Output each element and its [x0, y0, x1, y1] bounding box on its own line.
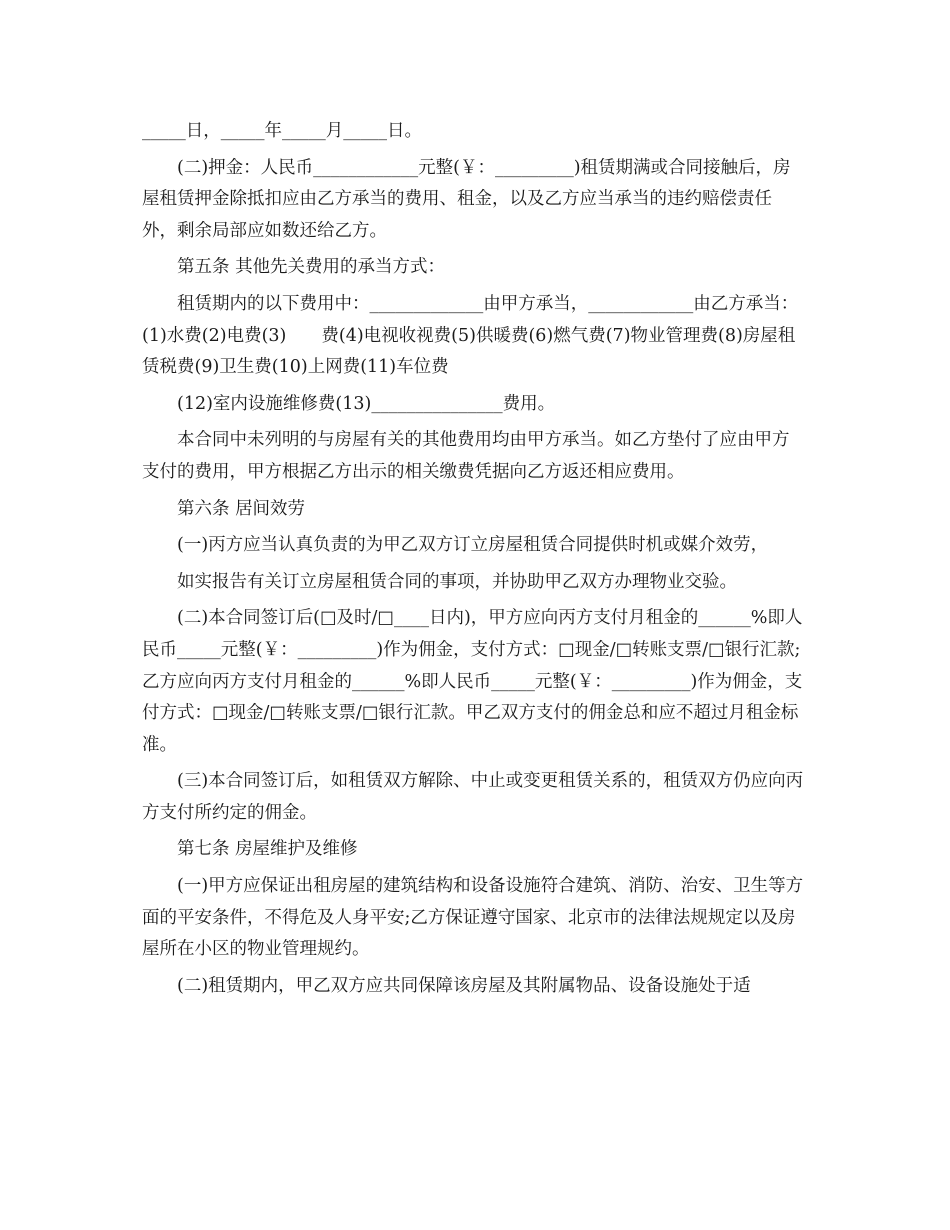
paragraph-fee-list: 租赁期内的以下费用中：_____________由甲方承当，____________由乙方承当：(1)水费(2)电费(3) 费(4)电视收视费(5)供暖费(6)燃气费(7)物业管理费(8)房屋租赁税费(9)卫生费(10)上网费(11)车位费 [142, 293, 799, 378]
paragraph-report-matters: 如实报告有关订立房屋租赁合同的事项，并协助甲乙双方办理物业交验。 [177, 571, 737, 592]
heading-article-6: 第六条 居间效劳 [177, 498, 306, 519]
paragraph-maintenance: (二)租赁期内，甲乙双方应共同保障该房屋及其附属物品、设备设施处于适 [177, 975, 751, 996]
paragraph-agent-duty: (一)丙方应当认真负责的为甲乙双方订立房屋租赁合同提供时机或媒介效劳， [177, 535, 769, 556]
paragraph-date-line: _____日，_____年_____月_____日。 [142, 121, 422, 141]
paragraph-unlisted-fees: 本合同中未列明的与房屋有关的其他费用均由甲方承当。如乙方垫付了应由甲方支付的费用，甲方根据乙方出示的相关缴费凭据向乙方返还相应费用。 [142, 430, 790, 482]
paragraph-commission-termination: (三)本合同签订后，如租赁双方解除、中止或变更租赁关系的，租赁双方仍应向丙方支付所约定的佣金。 [142, 771, 804, 823]
paragraph-commission: (二)本合同签订后(□及时/□____日内)，甲方应向丙方支付月租金的______%即人民币_____元整(￥：_________)作为佣金，支付方式：□现金/□转账支票/□银行汇款;乙方应向丙方支付月租金的______%即人民币_____元整(￥：_________)作为佣金，支付方式：□现金/□转账支票/□银行汇款。甲乙双方支付的佣金总和应不超过月租金标准。 [142, 608, 803, 755]
paragraph-landlord-guarantee: (一)甲方应保证出租房屋的建筑结构和设备设施符合建筑、消防、治安、卫生等方面的平安条件，不得危及人身平安;乙方保证遵守国家、北京市的法律法规规定以及房屋所在小区的物业管理规约。 [142, 876, 804, 960]
heading-article-7: 第七条 房屋维护及维修 [177, 839, 358, 860]
document-body [142, 116, 806, 1002]
paragraph-repair-fee: (12)室内设施维修费(13)_______________费用。 [177, 393, 556, 414]
heading-article-5: 第五条 其他先关费用的承当方式： [177, 257, 446, 278]
paragraph-deposit: (二)押金：人民币____________元整(￥：_________)租赁期满或合同接触后，房屋租赁押金除抵扣应由乙方承当的费用、租金，以及乙方应当承当的违约赔偿责任外，剩余局部应如数还给乙方。 [142, 157, 791, 241]
